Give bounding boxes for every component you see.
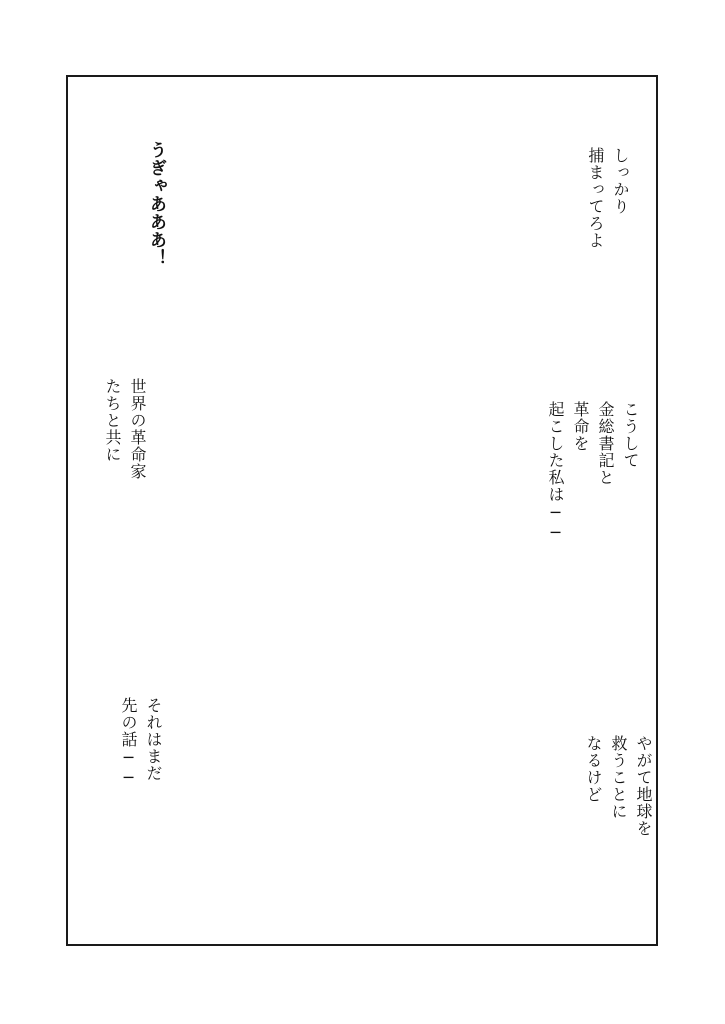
caption-line: なるけど: [584, 735, 603, 803]
caption-revolution: [543, 401, 643, 543]
caption-line: 世界の革命家: [128, 378, 147, 480]
caption-line: 先の話──: [119, 697, 138, 788]
caption-line: やがて地球を: [634, 735, 653, 837]
caption-line: 革命を: [571, 401, 590, 452]
caption-line: しっかり: [611, 147, 630, 215]
caption-revolutionaries: [100, 378, 150, 480]
caption-line: 金総書記と: [596, 401, 615, 486]
caption-line: それはまだ: [144, 697, 163, 782]
caption-future: [116, 697, 166, 788]
caption-line: 救うことに: [609, 735, 628, 820]
caption-hold-on: [583, 147, 633, 249]
caption-line: 捕まってろよ: [586, 147, 605, 249]
caption-save-earth: [581, 735, 656, 837]
caption-line: うぎゃあああ！: [146, 141, 166, 267]
caption-line: 起こした私は──: [546, 401, 565, 543]
caption-line: たちと共に: [103, 378, 122, 463]
caption-scream: [143, 141, 168, 267]
caption-line: こうして: [621, 401, 640, 469]
